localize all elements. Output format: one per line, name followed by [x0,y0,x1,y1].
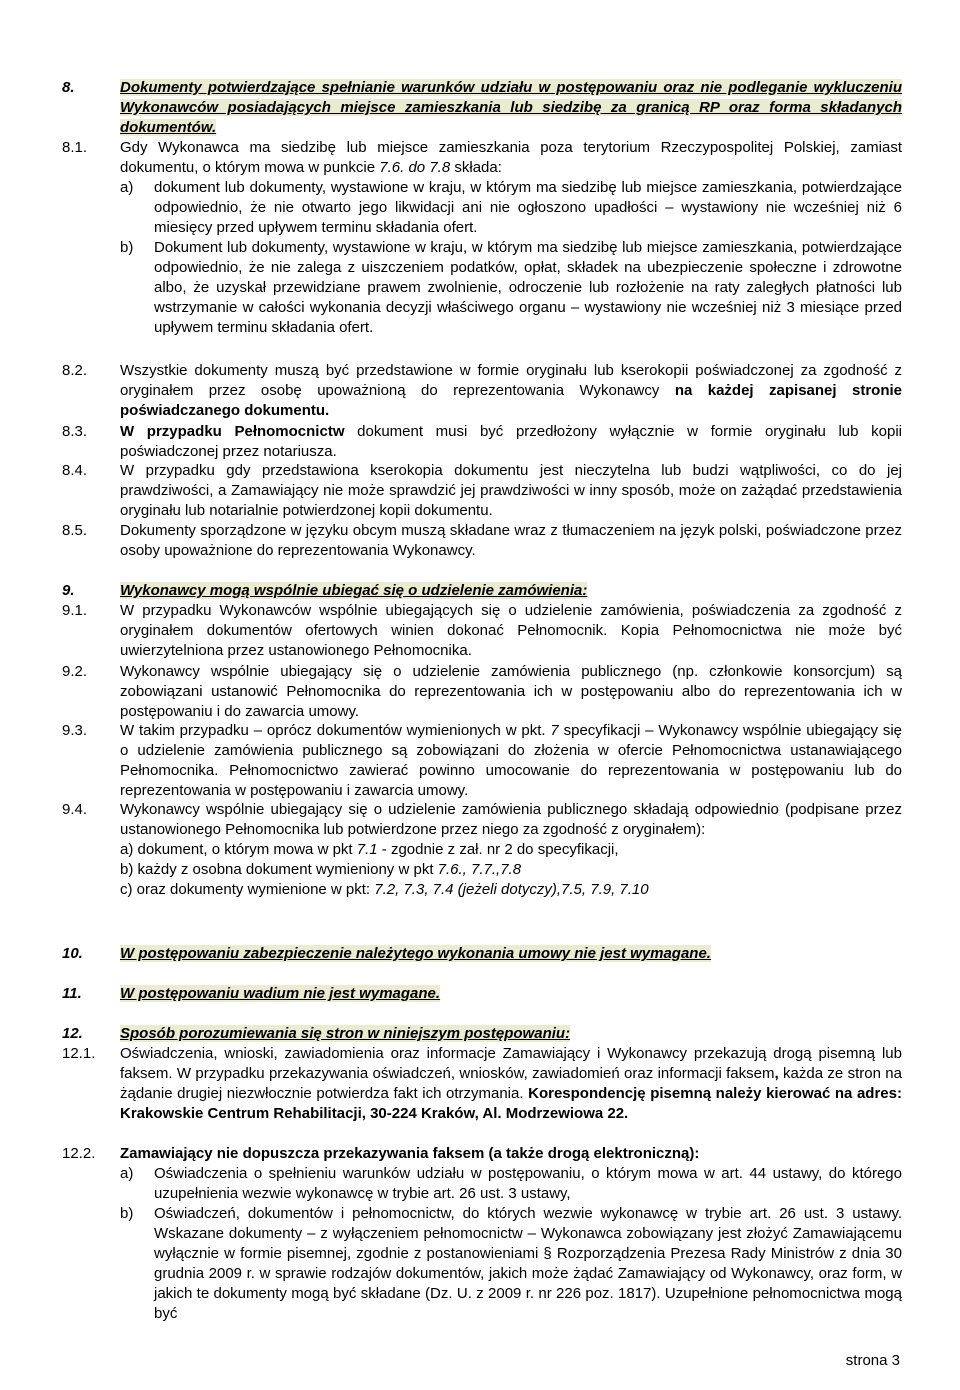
paragraph-number: 9.3. [62,722,88,739]
bold-text: , [774,1065,779,1082]
paragraph-12-1 [62,1044,902,1124]
section-title: Dokumenty potwierdzające spełnianie warunków udziału w postępowaniu oraz nie podleganie wykluczeniu Wykonawców posiadających miejsce zamieszkania lub siedzibę za granicą RP oraz forma składanych dokumentów. [120,79,902,136]
paragraph-number: 8.2. [62,362,88,379]
section-8-heading [62,78,902,138]
page-number: strona 3 [845,1352,900,1369]
list-item [120,840,902,860]
paragraph-9-2 [62,662,902,722]
paragraph-number: 8.5. [62,522,88,539]
list-label: b) [120,239,134,256]
paragraph-8-3 [62,422,902,462]
section-number: 10. [62,945,83,962]
paragraph-text: Wykonawcy wspólnie ubiegający się o udzielenie zamówienia publicznego (np. członkowie konsorcjum) są zobowiązani ustanowić Pełnomocnika do reprezentowania ich w postępowaniu albo do reprezentowania ich w postępowaniu i do zawarcia umowy. [120,663,902,720]
paragraph-text: specyfikacji – Wykonawcy wspólnie ubiegający się o udzielenie zamówienia publicznego są zobowiązani do złożenia w ofercie Pełnomocnictwa ustanawiającego Pełnomocnika. Pełnomocnictwo zawierać powinno umocowanie do reprezentowania w postępowaniu lub do reprezentowania w postępowaniu i zawarcia umowy. [120,722,903,799]
paragraph-number: 8.3. [62,423,88,440]
paragraph-12-2 [62,1144,902,1324]
list-label: a) [120,179,134,196]
list-text: dokument lub dokumenty, wystawione w kraju, w którym ma siedzibę lub miejsce zamieszkania, potwierdzające odpowiednio, że nie otwarto jego likwidacji ani nie ogłoszono upadłości – wystawiony nie wcześniej niż 6 miesięcy przed upływem terminu składania ofert. [154,179,902,236]
paragraph-text: Gdy Wykonawca ma siedzibę lub miejsce zamieszkania poza terytorium Rzeczypospolitej Polskiej, zamiast dokumentu, o którym mowa w punkcie [120,139,902,176]
bold-text: na każdej zapisanej stronie poświadczanego dokumentu. [120,382,903,419]
section-title: Sposób porozumiewania się stron w niniejszym postępowaniu: [120,1025,571,1042]
list-item [120,178,902,238]
paragraph-number: 12.2. [62,1145,96,1162]
section-title: W postępowaniu wadium nie jest wymagane. [120,985,441,1002]
list-text: Dokument lub dokumenty, wystawione w kraju, w którym ma siedzibę lub miejsce zamieszkania, potwierdzające odpowiednio, że nie zalega z uiszczeniem podatków, opłat, składek na ubezpieczenie społeczne i zdrowotne albo, że uzyskał przewidziane prawem zwolnienie, odroczenie lub rozłożenie na raty zaległych płatności lub wstrzymanie w całości wykonania decyzji właściwego organu – wystawiony nie wcześniej niż 3 miesiące przed upływem terminu składania ofert. [154,239,902,336]
section-10-heading [62,944,902,964]
reference: 7.6., 7.7.,7.8 [437,861,522,878]
bold-text: W przypadku Pełnomocnictw [120,423,345,440]
paragraph-number: 8.4. [62,462,88,479]
list-text: c) oraz dokumenty wymienione w pkt: [120,881,375,898]
reference: 7.2, 7.3, 7.4 (jeżeli dotyczy),7.5, 7.9, 7.10 [374,881,649,898]
paragraph-text: składa: [450,159,502,176]
list-text: Oświadczeń, dokumentów i pełnomocnictw, do których wezwie wykonawcę w trybie art. 26 ust. 3 ustawy. Wskazane dokumenty – z wyłączeniem pełnomocnictw – Wykonawca zobowiązany jest złożyć Zamawiającemu wyłącznie w formie pisemnej, zgodnie z postanowieniami § Rozporządzenia Prezesa Rady Ministrów z dnia 30 grudnia 2009 r. w sprawie rodzajów dokumentów, jakich może żądać Zamawiający od Wykonawcy, oraz form, w jakich te dokumenty mogą być składane (Dz. U. z 2009 r. nr 226 poz. 1817). Uzupełnione pełnomocnictwa mogą być [154,1205,902,1322]
paragraph-text: Oświadczenia, wnioski, zawiadomienia oraz informacje Zamawiający i Wykonawcy przekazują drogą pisemną lub faksem. W przypadku przekazywania oświadczeń, wniosków, zawiadomień oraz informacji faksem [120,1045,902,1082]
list-item [120,880,902,900]
paragraph-text: dokument musi być przedłożony wyłącznie w formie oryginału lub kopii poświadczonej przez notariusza. [120,423,902,460]
paragraph-number: 12.1. [62,1045,96,1062]
section-11-heading [62,984,902,1004]
paragraph-text: każda ze stron na żądanie drugiej niezwłocznie potwierdza fakt ich otrzymania. [120,1065,902,1102]
paragraph-number: 8.1. [62,139,88,156]
section-title: W postępowaniu zabezpieczenie należytego wykonania umowy nie jest wymagane. [120,945,711,962]
section-number: 12. [62,1025,83,1042]
paragraph-9-3 [62,721,902,801]
address-text: Korespondencję pisemną należy kierować na adres: Krakowskie Centrum Rehabilitacji, 30-224 Kraków, Al. Modrzewiowa 22. [120,1085,902,1122]
paragraph-text: W przypadku Wykonawców wspólnie ubiegających się o udzielenie zamówienia, poświadczenia za zgodność z oryginałem dokumentów ofertowych winien dokonać Pełnomocnik. Kopia Pełnomocnictwa nie może być uwierzytelniona przez ustanowionego Pełnomocnika. [120,602,902,659]
section-number: 8. [62,79,75,96]
paragraph-text: W przypadku gdy przedstawiona kserokopia dokumentu jest nieczytelna lub budzi wątpliwości, co do jej prawdziwości, a Zamawiający nie może sprawdzić jej prawdziwości w inny sposób, może on zażądać przedstawienia oryginału lub notarialnie potwierdzonej kopii dokumentu. [120,462,902,519]
list-text: b) każdy z osobna dokument wymieniony w pkt [120,861,438,878]
paragraph-8-1 [62,138,902,338]
section-title: Wykonawcy mogą wspólnie ubiegać się o udzielenie zamówienia: [120,582,588,599]
list-label: b) [120,1205,134,1222]
section-9-heading [62,581,902,601]
paragraph-number: 9.1. [62,602,88,619]
paragraph-number: 9.4. [62,801,88,818]
reference: 7 [550,722,559,739]
list-item [120,1164,902,1204]
paragraph-text: Wszystkie dokumenty muszą być przedstawione w formie oryginału lub kserokopii poświadczonej za zgodność z oryginałem przez osobę upoważnioną do reprezentowania Wykonawcy [120,362,902,399]
paragraph-text: Dokumenty sporządzone w języku obcym muszą składane wraz z tłumaczeniem na język polski, poświadczone przez osoby upoważnione do reprezentowania Wykonawcy. [120,522,902,559]
section-number: 9. [62,582,75,599]
paragraph-text: Wykonawcy wspólnie ubiegający się o udzielenie zamówienia publicznego składają odpowiednio (podpisane przez ustanowionego Pełnomocnika lub potwierdzone przez niego za zgodność z oryginałem): [120,801,902,838]
paragraph-9-1 [62,601,902,661]
section-12-heading [62,1024,902,1044]
list-text: - zgodnie z zał. nr 2 do specyfikacji, [377,841,619,858]
list-text: Oświadczenia o spełnieniu warunków udziału w postępowaniu, o którym mowa w art. 44 ustawy, do którego uzupełnienia wezwie wykonawcę w trybie art. 26 ust. 3 ustawy, [154,1165,902,1202]
paragraph-8-2 [62,361,902,421]
reference: 7.1 [356,841,378,858]
section-number: 11. [62,985,82,1002]
paragraph-title: Zamawiający nie dopuszcza przekazywania faksem (a także drogą elektroniczną): [120,1145,700,1162]
list-item [120,1204,902,1324]
list-item [120,860,902,880]
paragraph-9-4 [62,800,902,900]
list-label: a) [120,1165,134,1182]
reference: 7.6. do 7.8 [379,159,451,176]
paragraph-8-4 [62,461,902,521]
list-item [120,238,902,338]
paragraph-text: W takim przypadku – oprócz dokumentów wymienionych w pkt. [120,722,551,739]
paragraph-number: 9.2. [62,663,88,680]
list-text: a) dokument, o którym mowa w pkt [120,841,357,858]
paragraph-8-5 [62,521,902,561]
